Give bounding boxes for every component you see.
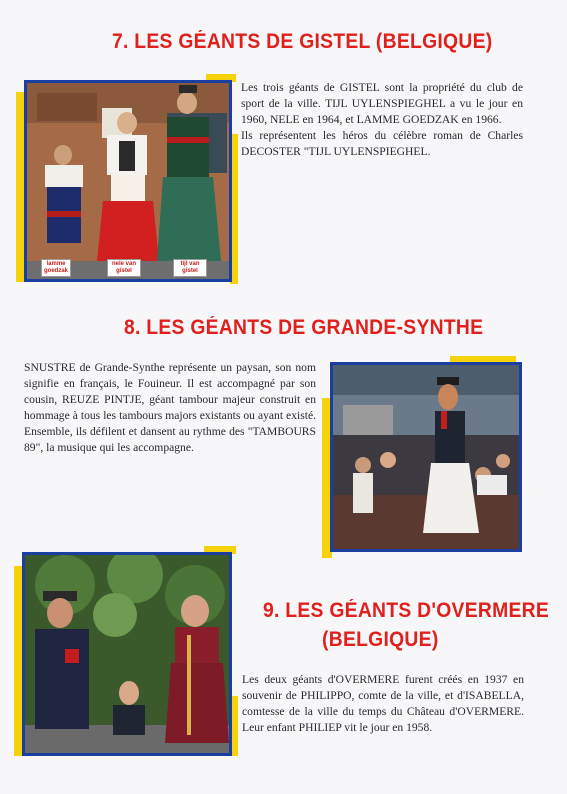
section-7-paragraph-1: Les trois géants de GISTEL sont la propriété du club de sport de la ville. TIJL UYLENSPIEGHEL a vu le jour en 1960, NELE en 1964, et LAMME GOEDZAK en 1966. [241,81,523,126]
photo-tag: lamme goedzak [41,259,71,277]
overmere-giants-photo [22,552,232,756]
section-7-heading: 7. LES GÉANTS DE GISTEL (BELGIQUE) [112,30,493,53]
section-9-heading-line-2: (BELGIQUE) [322,628,439,651]
grande-synthe-photo-group [322,356,534,562]
section-9-heading-line-1: 9. LES GÉANTS D'OVERMERE [263,599,550,622]
grande-synthe-giant-photo [330,362,522,552]
section-8-paragraph-1: SNUSTRE de Grande-Synthe représente un paysan, son nom signifie en français, le Fouineur. Il est accompagné par son cousin, REUZE PINTJE, géant tambour majeur construit en hommage à tous les tambours majors existants ou ayant existé. Ensemble, ils défilent et dansent au rythme des "TAMBOURS 89", la musique qui les accompagne. [24,361,316,454]
gistel-giants-image [27,83,229,279]
section-7-paragraph-2: Ils représentent les héros du célèbre roman de Charles DECOSTER "TIJL UYLENSPIEGHEL. [241,129,523,158]
photo-tag: tijl van gistel [173,259,207,277]
photo-tag: nele van gistel [107,259,141,277]
gistel-giants-photo [24,80,232,282]
section-8-heading: 8. LES GÉANTS DE GRANDE-SYNTHE [124,316,484,339]
gistel-photo-group [16,74,238,288]
section-9-paragraph-1: Les deux géants d'OVERMERE furent créés en 1937 en souvenir de PHILIPPO, comte de la ville, et d'ISABELLA, comtesse de la ville du temps du Château d'OVERMERE. Leur enfant PHILIEP vit le jour en 1958. [242,673,524,734]
overmere-giants-image [25,555,229,753]
section-7-text [241,80,523,160]
grande-synthe-giant-image [333,365,519,549]
overmere-photo-group [14,546,240,762]
